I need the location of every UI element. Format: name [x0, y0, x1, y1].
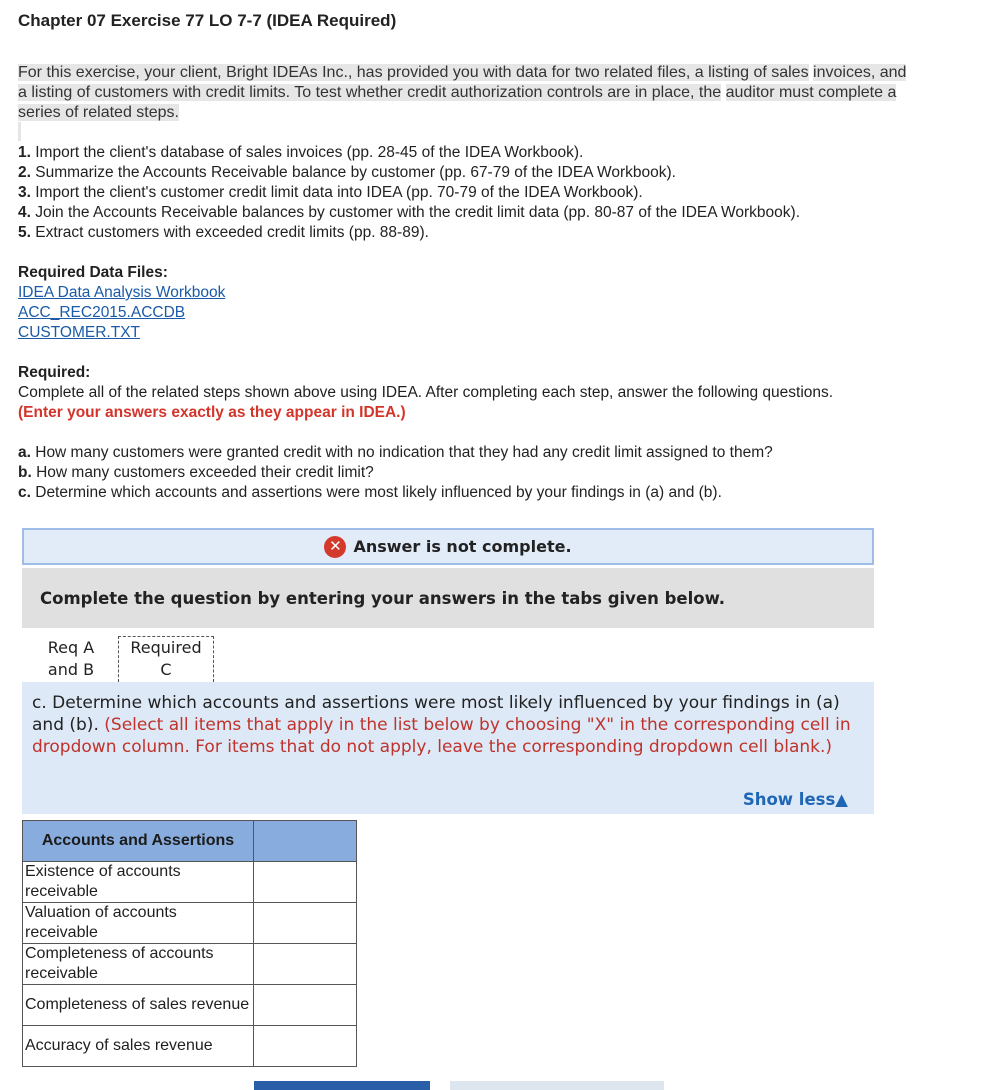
required-note: (Enter your answers exactly as they appear in IDEA.) — [18, 404, 406, 421]
show-less-link[interactable] — [743, 790, 848, 809]
tab-req-a-b[interactable] — [33, 636, 109, 682]
row-label: Valuation of accounts receivable — [23, 903, 254, 944]
previous-button[interactable] — [254, 1081, 430, 1090]
column-header-assertions: Accounts and Assertions — [23, 821, 254, 862]
next-button[interactable] — [450, 1081, 664, 1090]
intro-paragraph — [18, 63, 911, 123]
required-files — [18, 263, 225, 343]
link-idea-workbook[interactable]: IDEA Data Analysis Workbook — [18, 284, 226, 301]
required-text: Complete all of the related steps shown above using IDEA. After completing each step, answer the following questions. — [18, 384, 834, 401]
page-title: Chapter 07 Exercise 77 LO 7-7 (IDEA Required) — [18, 11, 397, 30]
tab-label-line: and B — [47, 660, 95, 679]
instruction-text: Complete the question by entering your answers in the tabs given below. — [40, 588, 726, 608]
step-item: 5. Extract customers with exceeded credit limits (pp. 88-89). — [18, 224, 429, 241]
table-row — [23, 903, 357, 944]
step-item: 4. Join the Accounts Receivable balances by customer with the credit limit data (pp. 80-87 of the IDEA Workbook). — [18, 204, 801, 221]
assertions-table — [22, 820, 357, 1067]
questions-list — [18, 443, 773, 503]
dropdown-cell[interactable] — [254, 1026, 357, 1067]
step-item: 3. Import the client's customer credit limit data into IDEA (pp. 70-79 of the IDEA Workbook). — [18, 184, 643, 201]
row-label: Accuracy of sales revenue — [23, 1026, 254, 1067]
step-item: 2. Summarize the Accounts Receivable balance by customer (pp. 67-79 of the IDEA Workbook). — [18, 164, 676, 181]
dropdown-cell[interactable] — [254, 862, 357, 903]
instruction-box — [22, 568, 874, 628]
link-customer-file[interactable]: CUSTOMER.TXT — [18, 324, 140, 341]
required-section — [18, 363, 968, 423]
required-heading: Required: — [18, 364, 91, 381]
tab-label-line: Required — [130, 638, 202, 657]
tab-required-c[interactable] — [118, 636, 214, 682]
answer-status-banner — [22, 528, 874, 565]
intro-line-2: invoices, and a listing of customers with credit limits. To test whether credit authorization controls are in place, the — [18, 64, 907, 101]
dropdown-cell[interactable] — [254, 985, 357, 1026]
dropdown-cell[interactable] — [254, 944, 357, 985]
intro-line-1: For this exercise, your client, Bright IDEAs Inc., has provided you with data for two related files, a listing of sales — [18, 64, 809, 81]
tab-label-line: C — [160, 660, 172, 679]
question-item: c. Determine which accounts and assertions were most likely influenced by your findings in (a) and (b). — [18, 484, 722, 501]
row-label: Completeness of accounts receivable — [23, 944, 254, 985]
error-x-icon: ✕ — [324, 536, 346, 558]
files-heading: Required Data Files: — [18, 264, 168, 281]
triangle-up-icon: ▲ — [835, 790, 848, 809]
table-row — [23, 862, 357, 903]
link-acc-rec-file[interactable]: ACC_REC2015.ACCDB — [18, 304, 186, 321]
row-label: Existence of accounts receivable — [23, 862, 254, 903]
question-item: a. How many customers were granted credit with no indication that they had any credit limit assigned to them? — [18, 444, 773, 461]
table-row — [23, 944, 357, 985]
question-panel — [22, 682, 874, 814]
intro-line-3: auditor must complete a series of related steps. — [18, 84, 897, 121]
row-label: Completeness of sales revenue — [23, 985, 254, 1026]
step-item: 1. Import the client's database of sales invoices (pp. 28-45 of the IDEA Workbook). — [18, 144, 584, 161]
show-less-label: Show less — [742, 790, 836, 809]
intro-highlight-bar — [18, 122, 21, 141]
question-item: b. How many customers exceeded their credit limit? — [18, 464, 374, 481]
panel-text — [32, 692, 867, 758]
dropdown-cell[interactable] — [254, 903, 357, 944]
column-header-dropdown — [254, 821, 357, 862]
status-text: Answer is not complete. — [353, 537, 572, 556]
table-row — [23, 985, 357, 1026]
tab-label-line: Req A — [47, 638, 95, 657]
table-row — [23, 1026, 357, 1067]
panel-prompt: c. Determine which accounts and assertions were most likely influenced by your findings in (a) and (b). — [32, 693, 840, 735]
steps-list — [18, 143, 800, 243]
panel-instructions: (Select all items that apply in the list below by choosing "X" in the corresponding cell in dropdown column. For items that do not apply, leave the corresponding dropdown cell blank.) — [32, 715, 851, 757]
